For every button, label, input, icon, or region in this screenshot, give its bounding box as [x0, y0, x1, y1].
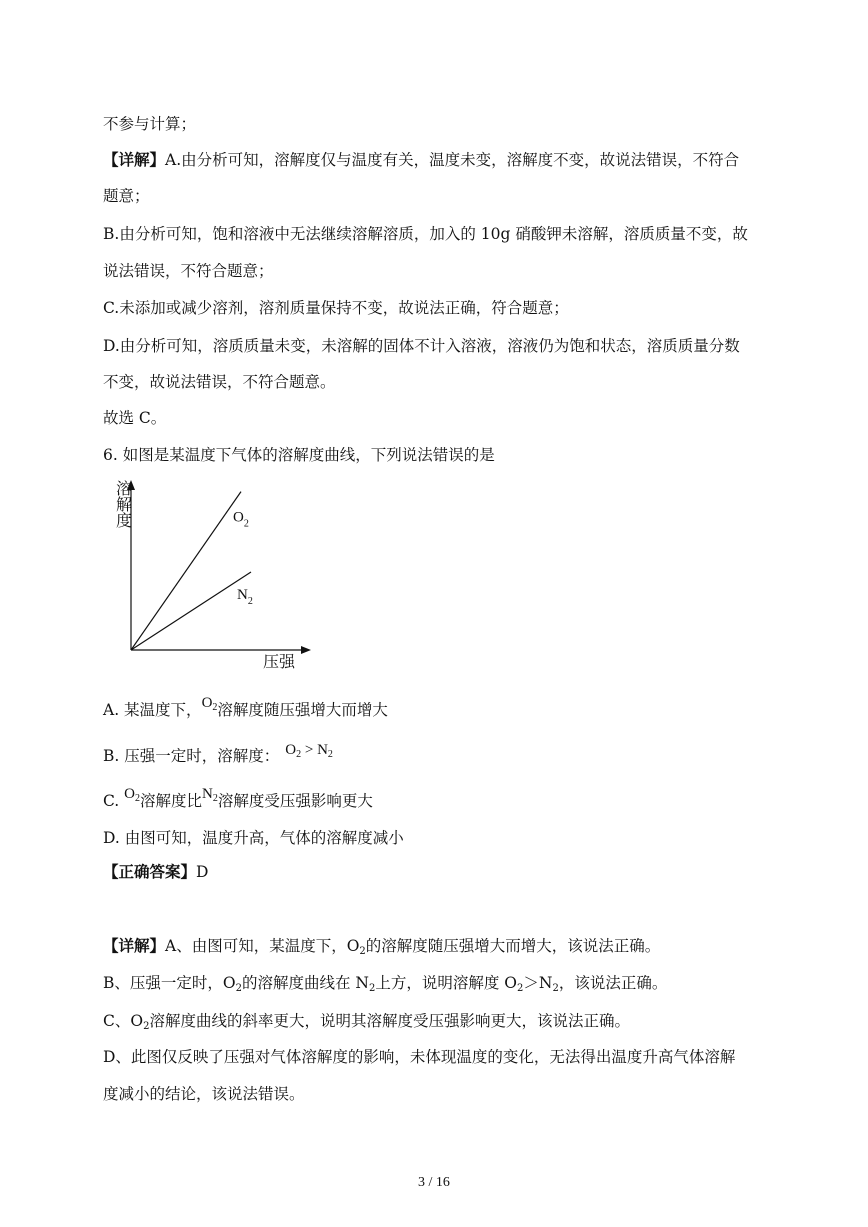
- text-span: A.由分析可知，溶解度仅与温度有关，温度未变，溶解度不变，故说法错误，不符合: [165, 151, 740, 169]
- text-line: [103, 150, 739, 170]
- series-line-o2: [131, 492, 241, 650]
- chem-inequality: $O_2 > N_2$: [285, 742, 333, 760]
- series-line-n2: [131, 572, 251, 650]
- text-line: C.未添加或减少溶剂，溶剂质量保持不变，故说法正确，符合题意；: [103, 299, 569, 317]
- option-d: D. 由图可知，温度升高，气体的溶解度减小: [103, 829, 404, 847]
- detail-line-d1: D、此图仅反映了压强对气体溶解度的影响，未体现温度的变化，无法得出温度升高气体溶解: [103, 1048, 736, 1066]
- series-label-n2: $N_2$: [237, 587, 253, 607]
- detail-line-b: B、压强一定时，$O_2$的溶解度曲线在 $N_2$上方，说明溶解度 $O_2>N_2$，该说法正确。: [103, 974, 668, 994]
- page-number: 3 / 16: [418, 1175, 450, 1190]
- text-line: 不变，故说法错误，不符合题意。: [103, 373, 336, 391]
- y-axis-label: 溶解度: [113, 480, 133, 528]
- option-a-prefix: A. 某温度下，: [103, 701, 202, 719]
- x-axis-arrow: [301, 646, 311, 654]
- x-axis-label: 压强: [263, 652, 296, 670]
- answer-line: [103, 862, 208, 882]
- option-c: [103, 786, 373, 811]
- detail-heading: 【详解】: [103, 936, 166, 955]
- detail-line-d2: 度减小的结论，该说法错误。: [103, 1085, 305, 1103]
- option-c-prefix: C.: [103, 792, 125, 810]
- series-label-o2: $O_2$: [233, 509, 249, 530]
- text-line: D.由分析可知，溶质质量未变，未溶解的固体不计入溶液，溶液仍为饱和状态，溶质质量分数: [103, 337, 740, 355]
- question-6: 6. 如图是某温度下气体的溶解度曲线，下列说法错误的是: [103, 446, 495, 464]
- text-line: 不参与计算；: [103, 115, 197, 133]
- text-line: 说法错误，不符合题意；: [103, 262, 274, 280]
- option-a: [103, 695, 388, 720]
- chem-o2: $O_2$: [201, 695, 218, 713]
- option-b-prefix: B. 压强一定时，溶解度：: [103, 747, 280, 765]
- text-line: 题意；: [103, 187, 150, 205]
- detail-line-c: C、$O_2$溶解度曲线的斜率更大，说明其溶解度受压强影响更大，该说法正确。: [103, 1012, 630, 1032]
- detail-heading: 【详解】: [103, 150, 166, 169]
- chem-n2: $N_2$: [202, 786, 218, 804]
- option-c-text-end: 溶解度受压强影响更大: [217, 792, 373, 810]
- option-a-text: 溶解度随压强增大而增大: [217, 701, 388, 719]
- solubility-chart: [98, 478, 318, 670]
- chem-o2: $O_2$: [124, 786, 141, 804]
- text-line: B.由分析可知，饱和溶液中无法继续溶解溶质，加入的 10g 硝酸钾未溶解，溶质质量不变，故: [103, 225, 748, 243]
- answer-value: D: [196, 863, 209, 881]
- option-c-text: 溶解度比: [140, 792, 203, 810]
- detail-line-a: 【详解】A、由图可知，某温度下，$O_2$的溶解度随压强增大而增大，该说法正确。: [103, 936, 661, 957]
- option-b: [103, 744, 333, 766]
- text-line: 故选 C。: [103, 409, 167, 427]
- answer-heading: 【正确答案】: [103, 862, 197, 881]
